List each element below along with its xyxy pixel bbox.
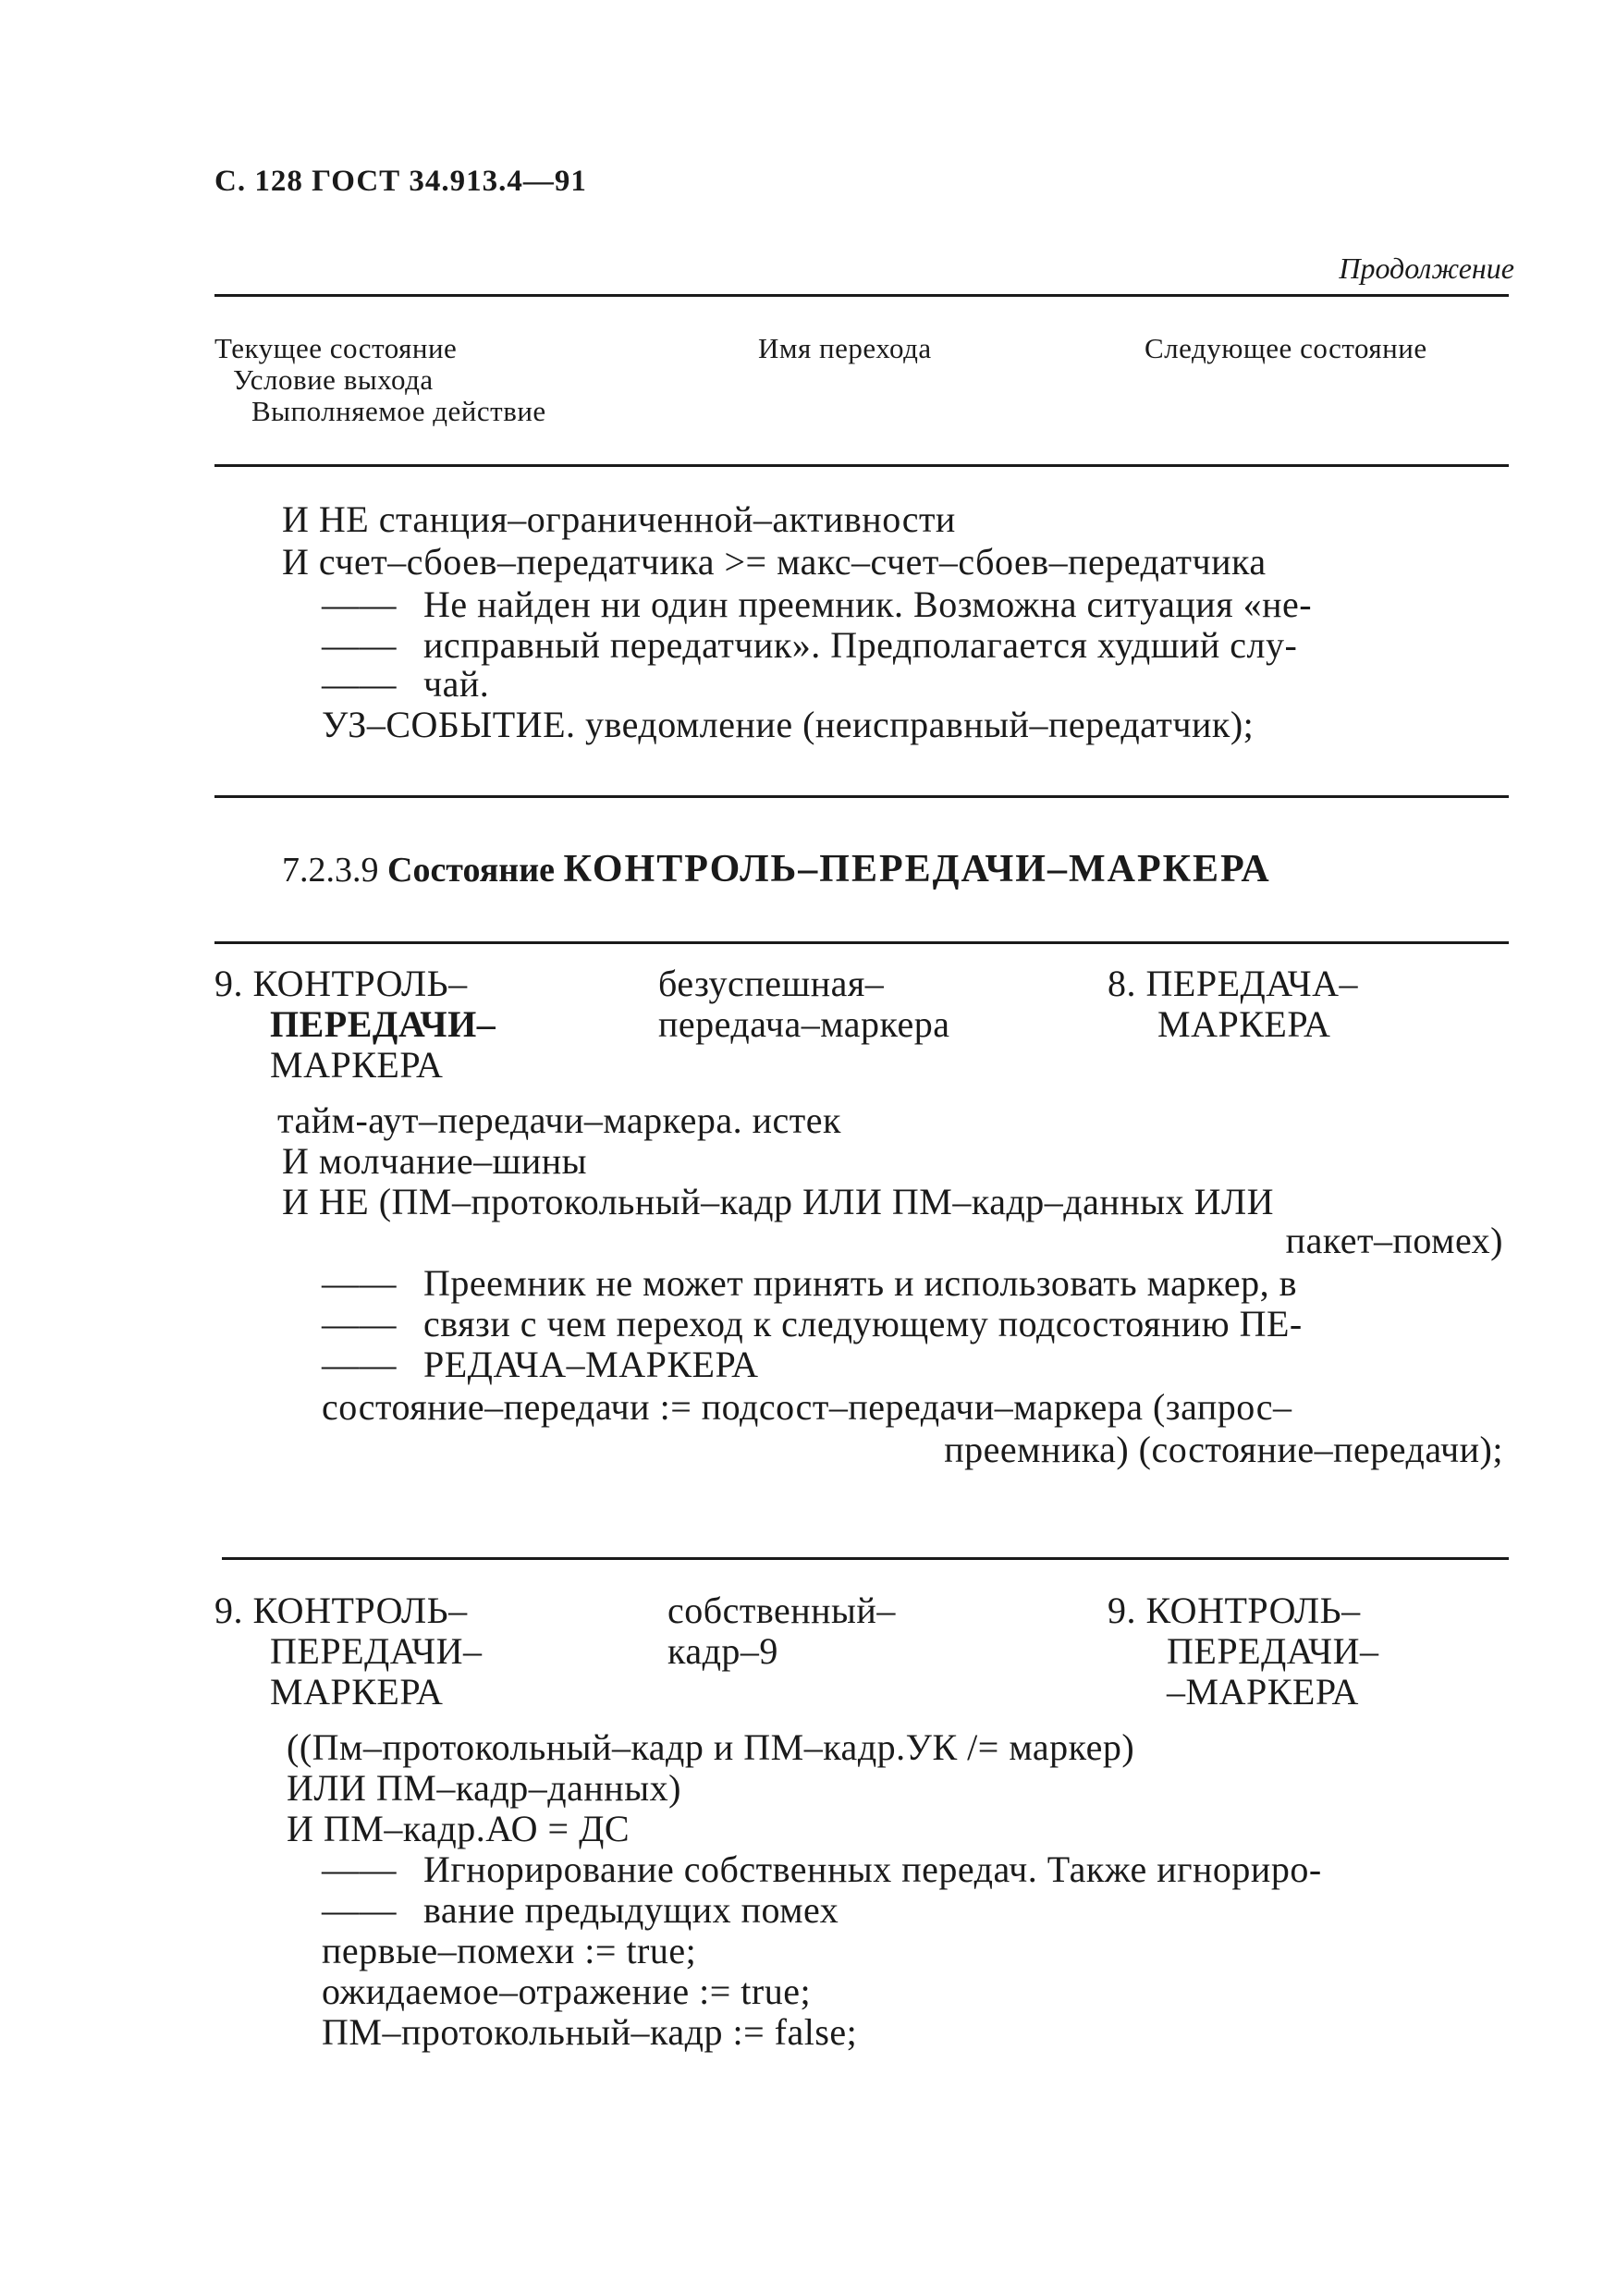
continuation-label: Продолжение	[1339, 252, 1514, 285]
t1-comment-1: —— Преемник не может принять и использовать маркер, в	[322, 1262, 1297, 1304]
t1-next-2: МАРКЕРА	[1157, 1003, 1331, 1045]
t2-action-3: ПМ–протокольный–кадр := false;	[322, 2011, 858, 2053]
section-state-name: КОНТРОЛЬ–ПЕРЕДАЧИ–МАРКЕРА	[563, 848, 1271, 890]
section-heading	[282, 847, 1271, 891]
col-action: Выполняемое действие	[251, 395, 546, 427]
t1-cond3: И НЕ (ПМ–протокольный–кадр ИЛИ ПМ–кадр–данных ИЛИ	[282, 1181, 1274, 1222]
section-label: Состояние	[387, 851, 555, 890]
t1-comment-3: —— РЕДАЧА–МАРКЕРА	[322, 1344, 759, 1385]
t2-current-2: ПЕРЕДАЧИ–	[270, 1630, 483, 1672]
t1-cond1: тайм-аут–передачи–маркера. истек	[277, 1099, 841, 1141]
t1-name-1: безуспешная–	[658, 963, 885, 1004]
t1-cond2: И молчание–шины	[282, 1140, 588, 1182]
t2-cond3: И ПМ–кадр.АО = ДС	[287, 1808, 630, 1849]
col-exit-condition: Условие выхода	[233, 363, 434, 396]
t2-cond2: ИЛИ ПМ–кадр–данных)	[287, 1767, 681, 1809]
t1-cond3-cont: пакет–помех)	[1285, 1220, 1503, 1261]
t1-current-1: 9. КОНТРОЛЬ–	[214, 963, 468, 1004]
block1-line3: УЗ–СОБЫТИЕ. уведомление (неисправный–передатчик);	[322, 704, 1255, 745]
t1-action-1-cont: преемника) (состояние–передачи);	[944, 1429, 1503, 1470]
t2-comment-2: —— вание предыдущих помех	[322, 1889, 839, 1931]
t2-action-2: ожидаемое–отражение := true;	[322, 1971, 812, 2012]
t1-current-3: МАРКЕРА	[270, 1044, 444, 1086]
block1-comment-2: —— исправный передатчик». Предполагается худший слу-	[322, 624, 1298, 666]
t1-rule	[222, 1557, 1509, 1560]
block1-comment-3: —— чай.	[322, 663, 490, 705]
t2-comment-1: —— Игнорирование собственных передач. Также игнориро-	[322, 1848, 1322, 1890]
t2-name-2: кадр–9	[667, 1630, 778, 1672]
t1-current-2: ПЕРЕДАЧИ–	[270, 1003, 496, 1045]
t2-current-1: 9. КОНТРОЛЬ–	[214, 1590, 468, 1631]
t1-comment-2: —— связи с чем переход к следующему подсостоянию ПЕ-	[322, 1303, 1303, 1344]
header-rule-top	[214, 294, 1509, 297]
section-number: 7.2.3.9	[282, 851, 379, 890]
t2-cond1: ((Пм–протокольный–кадр и ПМ–кадр.УК /= маркер)	[287, 1726, 1135, 1768]
block1-line2: И счет–сбоев–передатчика >= макс–счет–сбоев–передатчика	[282, 541, 1267, 583]
t1-name-2: передача–маркера	[658, 1003, 950, 1045]
t2-next-1: 9. КОНТРОЛЬ–	[1108, 1590, 1361, 1631]
block1-comment-1: —— Не найден ни один преемник. Возможна ситуация «не-	[322, 583, 1313, 625]
t2-current-3: МАРКЕРА	[270, 1671, 444, 1713]
t2-next-3: –МАРКЕРА	[1167, 1671, 1359, 1713]
t2-name-1: собственный–	[667, 1590, 896, 1631]
col-transition-name: Имя перехода	[758, 332, 932, 364]
t2-next-2: ПЕРЕДАЧИ–	[1167, 1630, 1379, 1672]
block1-rule	[214, 795, 1509, 798]
header-rule-bottom	[214, 464, 1509, 467]
section-rule	[214, 941, 1509, 944]
col-current-state: Текущее состояние	[214, 332, 458, 364]
t1-next-1: 8. ПЕРЕДАЧА–	[1108, 963, 1358, 1004]
col-next-state: Следующее состояние	[1145, 332, 1427, 364]
page-header: С. 128 ГОСТ 34.913.4—91	[214, 165, 587, 198]
t2-action-1: первые–помехи := true;	[322, 1930, 697, 1971]
block1-line1: И НЕ станция–ограниченной–активности	[282, 498, 956, 540]
t1-action-1: состояние–передачи := подсост–передачи–маркера (запрос–	[322, 1386, 1292, 1428]
